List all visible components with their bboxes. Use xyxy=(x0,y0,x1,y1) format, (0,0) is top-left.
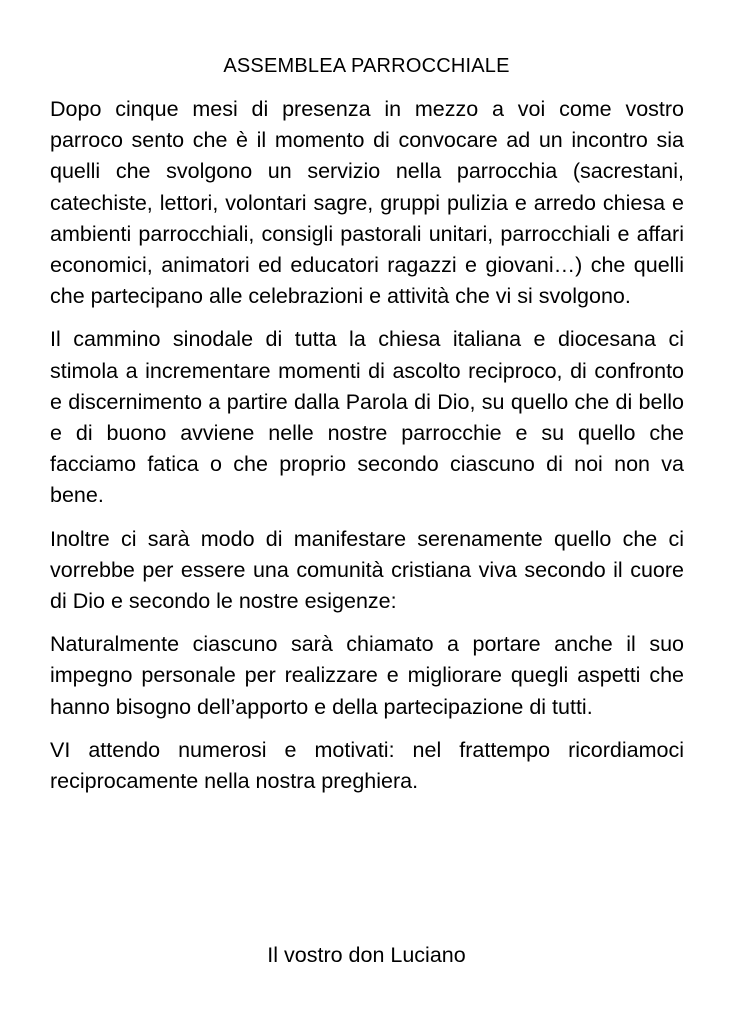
paragraph-personal-commitment: Naturalmente ciascuno sarà chiamato a portare anche il suo impegno personale per realizzare e migliorare quegli aspetti che hanno bisogno dell’apporto e della partecipazione di tutti. xyxy=(50,632,684,719)
document-title: ASSEMBLEA PARROCCHIALE xyxy=(223,55,510,77)
paragraph-synodal-path: Il cammino sinodale di tutta la chiesa italiana e diocesana ci stimola a incrementare momenti di ascolto reciproco, di confronto e discernimento a partire dalla Parola di Dio, su quello che di bello e di buono avviene nelle nostre parrocchie e su quello che facciamo fatica o che proprio secondo ciascuno di noi non va bene. xyxy=(50,327,684,508)
paragraph-invitation: Dopo cinque mesi di presenza in mezzo a voi come vostro parroco sento che è il momento di convocare ad un incontro sia quelli che svolgono un servizio nella parrocchia (sacrestani, catechiste, lettori, volontari sagre, gruppi pulizia e arredo chiesa e ambienti parrocchiali, consigli pastorali unitari, parrocchiali e affari economici, animatori ed educatori ragazzi e giovani…) che quelli che partecipano alle celebrazioni e attività che vi si svolgono. xyxy=(50,97,684,309)
paragraph-community-needs: Inoltre ci sarà modo di manifestare serenamente quello che ci vorrebbe per essere una comunità cristiana viva secondo il cuore di Dio e secondo le nostre esigenze: xyxy=(50,526,684,614)
document-body xyxy=(50,94,684,809)
signature: Il vostro don Luciano xyxy=(267,943,466,967)
paragraph-closing: VI attendo numerosi e motivati: nel frattempo ricordiamoci reciprocamente nella nostra preghiera. xyxy=(50,737,684,794)
